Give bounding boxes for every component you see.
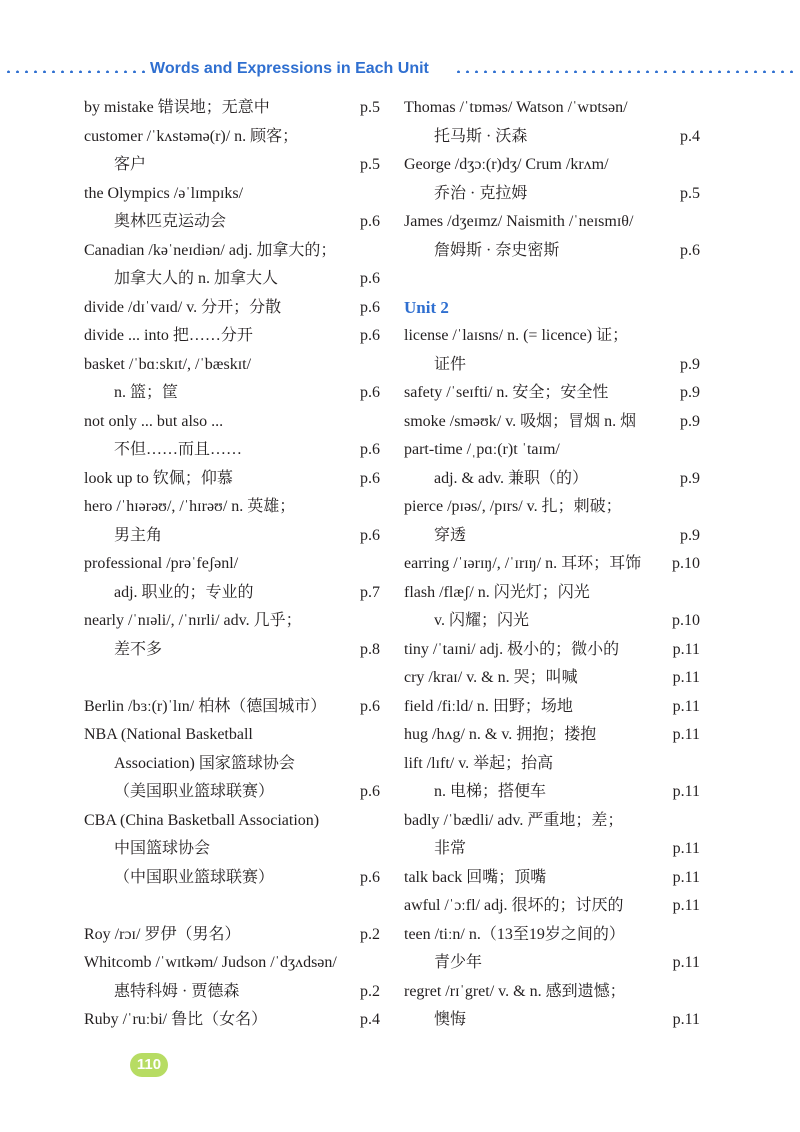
page-ref: p.11 bbox=[672, 840, 700, 857]
vocab-line bbox=[404, 151, 700, 180]
vocab-text: Whitcomb /ˈwɪtkəm/ Judson /ˈdʒʌdsən/ bbox=[84, 954, 337, 971]
vocab-line bbox=[404, 864, 700, 893]
vocab-text: talk back 回嘴；顶嘴 bbox=[404, 868, 547, 886]
vocab-text: look up to 钦佩；仰慕 bbox=[84, 469, 233, 487]
vocab-line bbox=[404, 465, 700, 494]
vocab-line bbox=[84, 151, 380, 180]
page-ref: p.5 bbox=[360, 156, 380, 173]
vocab-line bbox=[404, 949, 700, 978]
vocab-text: George /dʒɔː(r)dʒ/ Crum /krʌm/ bbox=[404, 156, 609, 173]
page-ref: p.6 bbox=[360, 783, 380, 800]
vocab-text: field /fiːld/ n. 田野；场地 bbox=[404, 697, 573, 715]
vocab-line bbox=[84, 408, 380, 437]
vocab-text: 男主角 bbox=[114, 526, 163, 544]
vocab-text: hero /ˈhɪərəʊ/, /ˈhɪrəʊ/ n. 英雄； bbox=[84, 498, 296, 515]
vocab-line bbox=[404, 978, 700, 1007]
vocab-line bbox=[404, 664, 700, 693]
vocab-text: 惠特科姆 · 贾德森 bbox=[114, 982, 240, 1000]
header-title: Words and Expressions in Each Unit bbox=[150, 60, 429, 77]
vocab-line bbox=[84, 721, 380, 750]
page-ref: p.9 bbox=[680, 355, 700, 373]
unit-heading: Unit 2 bbox=[404, 297, 449, 317]
vocab-line bbox=[84, 778, 380, 807]
vocab-text: not only ... but also ... bbox=[84, 412, 224, 430]
page-ref: p.2 bbox=[360, 982, 380, 1000]
vocab-text: teen /tiːn/ n.（13至19岁之间的） bbox=[404, 925, 625, 943]
vocab-text: safety /ˈseɪfti/ n. 安全；安全性 bbox=[404, 384, 609, 401]
vocab-text: part-time /ˌpɑː(r)t ˈtaɪm/ bbox=[404, 441, 560, 458]
blank-line bbox=[84, 664, 380, 693]
vocab-text: nearly /ˈnɪəli/, /ˈnɪrli/ adv. 几乎； bbox=[84, 612, 302, 629]
vocab-text: pierce /pɪəs/, /pɪrs/ v. 扎；刺破； bbox=[404, 498, 622, 515]
vocab-line bbox=[84, 550, 380, 579]
page-ref: p.4 bbox=[360, 1011, 380, 1028]
page-ref: p.6 bbox=[360, 298, 380, 316]
vocab-text: 非常 bbox=[434, 840, 467, 857]
page-ref: p.6 bbox=[360, 441, 380, 458]
vocab-line bbox=[84, 607, 380, 636]
page-ref: p.5 bbox=[680, 184, 700, 202]
vocab-line bbox=[404, 408, 700, 437]
vocab-line bbox=[404, 921, 700, 950]
vocab-line bbox=[404, 693, 700, 722]
vocab-text: 穿透 bbox=[434, 526, 467, 544]
page-ref: p.6 bbox=[680, 241, 700, 259]
page-ref: p.11 bbox=[672, 868, 700, 886]
vocab-line bbox=[404, 835, 700, 864]
vocab-line bbox=[404, 892, 700, 921]
vocab-line bbox=[84, 123, 380, 152]
page-ref: p.6 bbox=[360, 868, 380, 886]
vocab-text: the Olympics /əˈlɪmpɪks/ bbox=[84, 184, 244, 202]
blank-line bbox=[84, 892, 380, 921]
vocab-text: 奥林匹克运动会 bbox=[114, 213, 227, 230]
vocab-line bbox=[404, 607, 700, 636]
vocab-text: Canadian /kəˈneɪdiən/ adj. 加拿大的； bbox=[84, 241, 337, 259]
vocab-text: 加拿大人的 n. 加拿大人 bbox=[114, 270, 279, 287]
vocab-text: 青少年 bbox=[434, 954, 483, 971]
right-column bbox=[404, 94, 700, 1035]
page-ref: p.4 bbox=[680, 127, 700, 145]
vocab-line bbox=[84, 94, 380, 123]
vocab-line bbox=[404, 579, 700, 608]
vocab-line bbox=[84, 265, 380, 294]
page-ref: p.9 bbox=[680, 469, 700, 487]
vocab-line bbox=[404, 750, 700, 779]
vocab-text: flash /flæʃ/ n. 闪光灯；闪光 bbox=[404, 583, 590, 601]
page-ref: p.6 bbox=[360, 469, 380, 487]
vocab-text: earring /ˈɪərɪŋ/, /ˈɪrɪŋ/ n. 耳环；耳饰 bbox=[404, 555, 642, 572]
vocab-line bbox=[404, 322, 700, 351]
vocab-line bbox=[84, 351, 380, 380]
vocab-text: （中国职业篮球联赛） bbox=[114, 868, 275, 886]
vocab-line bbox=[84, 864, 380, 893]
vocab-text: badly /ˈbædli/ adv. 严重地；差； bbox=[404, 811, 624, 829]
page-ref: p.10 bbox=[672, 612, 700, 629]
vocab-line bbox=[404, 436, 700, 465]
vocab-text: v. 闪耀；闪光 bbox=[434, 612, 529, 629]
left-column bbox=[84, 94, 380, 1035]
page-ref: p.9 bbox=[680, 384, 700, 401]
vocab-line bbox=[404, 550, 700, 579]
vocab-line bbox=[404, 351, 700, 380]
vocab-text: smoke /sməʊk/ v. 吸烟；冒烟 n. 烟 bbox=[404, 412, 637, 430]
vocab-line bbox=[84, 921, 380, 950]
vocab-line bbox=[404, 294, 700, 323]
vocab-text: lift /lɪft/ v. 举起；抬高 bbox=[404, 754, 554, 772]
page-ref: p.7 bbox=[360, 583, 380, 601]
vocab-text: CBA (China Basketball Association) bbox=[84, 811, 320, 829]
vocab-line bbox=[84, 522, 380, 551]
vocab-line bbox=[404, 379, 700, 408]
vocab-text: license /ˈlaɪsns/ n. (= licence) 证； bbox=[404, 327, 629, 344]
vocab-line bbox=[84, 379, 380, 408]
vocab-text: divide ... into 把……分开 bbox=[84, 327, 253, 344]
vocab-text: cry /kraɪ/ v. & n. 哭；叫喊 bbox=[404, 669, 578, 686]
vocab-text: Berlin /bɜː(r)ˈlɪn/ 柏林（德国城市） bbox=[84, 697, 327, 715]
page-ref: p.11 bbox=[672, 783, 700, 800]
vocab-line bbox=[404, 94, 700, 123]
vocab-line bbox=[84, 322, 380, 351]
page-ref: p.11 bbox=[672, 1011, 700, 1028]
vocab-line bbox=[84, 978, 380, 1007]
vocab-line bbox=[84, 436, 380, 465]
vocab-line bbox=[404, 636, 700, 665]
vocab-line bbox=[84, 493, 380, 522]
vocab-text: regret /rɪˈgret/ v. & n. 感到遗憾； bbox=[404, 982, 626, 1000]
page-ref: p.6 bbox=[360, 327, 380, 344]
vocab-line bbox=[84, 835, 380, 864]
page-number: 110 bbox=[136, 1056, 162, 1073]
vocab-text: Association) 国家篮球协会 bbox=[114, 754, 295, 772]
vocab-line bbox=[84, 1006, 380, 1035]
vocab-line bbox=[84, 465, 380, 494]
page-ref: p.8 bbox=[360, 640, 380, 658]
page-ref: p.6 bbox=[360, 526, 380, 544]
page-ref: p.6 bbox=[360, 213, 380, 230]
vocab-line bbox=[404, 123, 700, 152]
vocab-line bbox=[84, 636, 380, 665]
vocab-line bbox=[84, 237, 380, 266]
vocab-text: adj. & adv. 兼职（的） bbox=[434, 469, 589, 487]
page-ref: p.11 bbox=[672, 669, 700, 686]
vocab-line bbox=[84, 208, 380, 237]
vocab-text: adj. 职业的；专业的 bbox=[114, 583, 254, 601]
header-dots-right bbox=[454, 70, 796, 73]
page-number-badge bbox=[130, 1053, 168, 1077]
page-ref: p.11 bbox=[672, 726, 700, 743]
vocab-text: n. 篮；筐 bbox=[114, 384, 179, 401]
vocab-line bbox=[404, 807, 700, 836]
vocab-text: James /dʒeɪmz/ Naismith /ˈneɪsmɪθ/ bbox=[404, 213, 634, 230]
vocab-text: （美国职业篮球联赛） bbox=[114, 783, 275, 800]
page-ref: p.6 bbox=[360, 270, 380, 287]
vocab-text: n. 电梯；搭便车 bbox=[434, 783, 547, 800]
page-ref: p.2 bbox=[360, 925, 380, 943]
vocab-text: 不但……而且…… bbox=[114, 441, 243, 458]
vocab-line bbox=[404, 721, 700, 750]
vocab-text: 差不多 bbox=[114, 640, 163, 658]
page-ref: p.11 bbox=[672, 954, 700, 971]
vocab-line bbox=[404, 522, 700, 551]
vocab-line bbox=[404, 180, 700, 209]
vocab-text: professional /prəˈfeʃənl/ bbox=[84, 555, 239, 572]
page-ref: p.11 bbox=[672, 640, 700, 658]
vocab-text: by mistake 错误地；无意中 bbox=[84, 99, 270, 116]
vocab-line bbox=[404, 208, 700, 237]
page-ref: p.9 bbox=[680, 526, 700, 544]
vocab-line bbox=[84, 807, 380, 836]
vocab-text: NBA (National Basketball bbox=[84, 726, 253, 743]
page-ref: p.9 bbox=[680, 412, 700, 430]
header-dots-left bbox=[4, 70, 146, 73]
vocab-line bbox=[84, 294, 380, 323]
vocab-line bbox=[84, 180, 380, 209]
blank-line bbox=[404, 265, 700, 294]
vocab-line bbox=[404, 1006, 700, 1035]
vocab-text: 懊悔 bbox=[434, 1011, 467, 1028]
vocab-text: hug /hʌg/ n. & v. 拥抱；搂抱 bbox=[404, 726, 597, 743]
vocab-line bbox=[404, 493, 700, 522]
vocab-text: Roy /rɔɪ/ 罗伊（男名） bbox=[84, 925, 241, 943]
vocab-line bbox=[84, 579, 380, 608]
vocab-text: 詹姆斯 · 奈史密斯 bbox=[434, 241, 560, 259]
vocab-line bbox=[404, 778, 700, 807]
vocab-text: 客户 bbox=[114, 156, 147, 173]
vocab-text: divide /dɪˈvaɪd/ v. 分开；分散 bbox=[84, 298, 282, 316]
vocab-line bbox=[84, 949, 380, 978]
page-ref: p.10 bbox=[672, 555, 700, 572]
page-ref: p.11 bbox=[672, 897, 700, 914]
vocab-text: basket /ˈbɑːskɪt/, /ˈbæskɪt/ bbox=[84, 355, 252, 373]
vocab-text: customer /ˈkʌstəmə(r)/ n. 顾客； bbox=[84, 127, 299, 145]
vocab-text: Ruby /ˈruːbi/ 鲁比（女名） bbox=[84, 1011, 268, 1028]
page-header bbox=[0, 57, 800, 87]
vocab-text: 乔治 · 克拉姆 bbox=[434, 184, 528, 202]
vocab-text: tiny /ˈtaɪni/ adj. 极小的；微小的 bbox=[404, 640, 620, 658]
vocab-text: 托马斯 · 沃森 bbox=[434, 127, 528, 145]
page-ref: p.11 bbox=[672, 697, 700, 715]
vocab-text: 证件 bbox=[434, 355, 467, 373]
vocab-text: awful /ˈɔːfl/ adj. 很坏的；讨厌的 bbox=[404, 897, 624, 914]
vocab-line bbox=[84, 693, 380, 722]
vocab-line bbox=[404, 237, 700, 266]
page-ref: p.6 bbox=[360, 384, 380, 401]
page-ref: p.5 bbox=[360, 99, 380, 116]
page-ref: p.6 bbox=[360, 697, 380, 715]
vocab-text: Thomas /ˈtɒməs/ Watson /ˈwɒtsən/ bbox=[404, 99, 628, 116]
vocab-line bbox=[84, 750, 380, 779]
vocab-text: 中国篮球协会 bbox=[114, 840, 211, 857]
